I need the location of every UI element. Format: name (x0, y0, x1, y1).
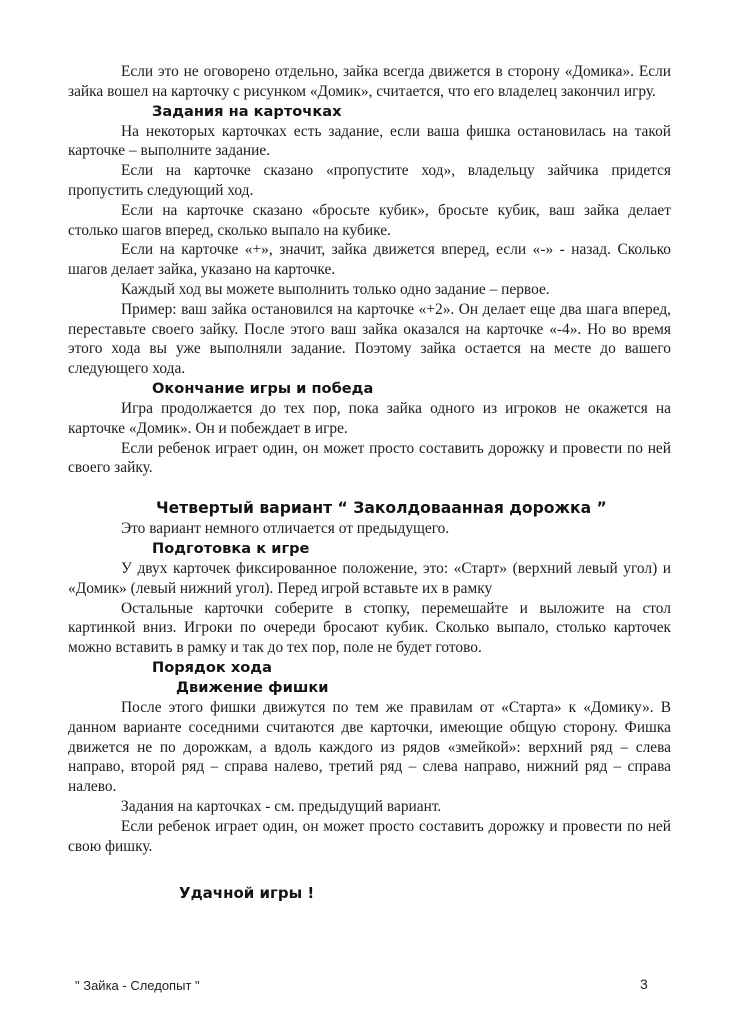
paragraph-fixed-cards: У двух карточек фиксированное положение, это: «Старт» (верхний левый угол) и «Домик» (левый нижний угол). Перед игрой вставьте их в рамку (68, 559, 671, 597)
document-page (68, 62, 671, 903)
paragraph-skip-turn: Если на карточке сказано «пропустите ход», владельцу зайчика придется пропустить следующий ход. (68, 162, 671, 199)
page-number: 3 (640, 976, 648, 992)
paragraph-one-task: Каждый ход вы можете выполнить только одно задание – первое. (121, 280, 550, 298)
heading-game-end: Окончание игры и победа (152, 379, 374, 397)
paragraph-tasks-reference: Задания на карточках - см. предыдущий вариант. (121, 797, 442, 815)
heading-card-tasks: Задания на карточках (152, 102, 342, 120)
footer-title: " Зайка - Следопыт " (75, 978, 200, 993)
paragraph-movement-rules: После этого фишки движутся по тем же правилам от «Старта» к «Домику». В данном варианте соседними считаются две карточки, имеющие общую сторону. Фишка движется не по дорожкам, а вдоль каждого из рядов «змейкой»: верхний ряд – слева направо, второй ряд – справа налево, третий ряд – слева направо, нижний ряд – справа налево. (68, 698, 671, 796)
paragraph-direction-rule: Если это не оговорено отдельно, зайка всегда движется в сторону «Домика». Если зайка вошел на карточку с рисунком «Домик», считается, что его владелец закончил игру. (68, 63, 671, 100)
paragraph-remaining-cards: Остальные карточки соберите в стопку, перемешайте и выложите на стол картинкой вниз. Игроки по очереди бросают кубик. Сколько выпало, столько карточек можно вставить в рамку и так до тех пор, поле не будет готово. (68, 599, 671, 657)
paragraph-throw-die: Если на карточке сказано «бросьте кубик», бросьте кубик, ваш зайка делает столько шагов вперед, сколько выпало на кубике. (68, 201, 671, 239)
paragraph-variant-intro: Это вариант немного отличается от предыдущего. (121, 520, 450, 538)
heading-fourth-variant: Четвертый вариант “ Заколдоваанная дорожка ” (156, 499, 607, 518)
paragraph-plus-minus: Если на карточке «+», значит, зайка движется вперед, если «-» - назад. Сколько шагов делает зайка, указано на карточке. (68, 241, 671, 279)
heading-good-luck: Удачной игры ! (179, 884, 315, 903)
paragraph-game-end: Игра продолжается до тех пор, пока зайка одного из игроков не окажется на карточке «Домик». Он и побеждает в игре. (68, 399, 671, 437)
heading-preparation: Подготовка к игре (152, 539, 310, 557)
paragraph-example: Пример: ваш зайка остановился на карточке «+2». Он делает еще два шага вперед, переставьте своего зайку. После этого ваш зайка оказался на карточке «-4». Но во время этого хода вы уже выполняли задание. Поэтому зайка остается на месте до вашего следующего хода. (68, 300, 671, 378)
paragraph-solo-play-variant: Если ребенок играет один, он может просто составить дорожку и провести по ней свою фишку. (68, 817, 671, 855)
heading-piece-movement: Движение фишки (176, 678, 329, 696)
heading-turn-order: Порядок хода (152, 658, 272, 676)
paragraph-card-tasks-intro: На некоторых карточках есть задание, если ваша фишка остановилась на такой карточке – выполните задание. (68, 122, 671, 160)
paragraph-solo-play: Если ребенок играет один, он может просто составить дорожку и провести по ней своего зайку. (68, 439, 671, 477)
